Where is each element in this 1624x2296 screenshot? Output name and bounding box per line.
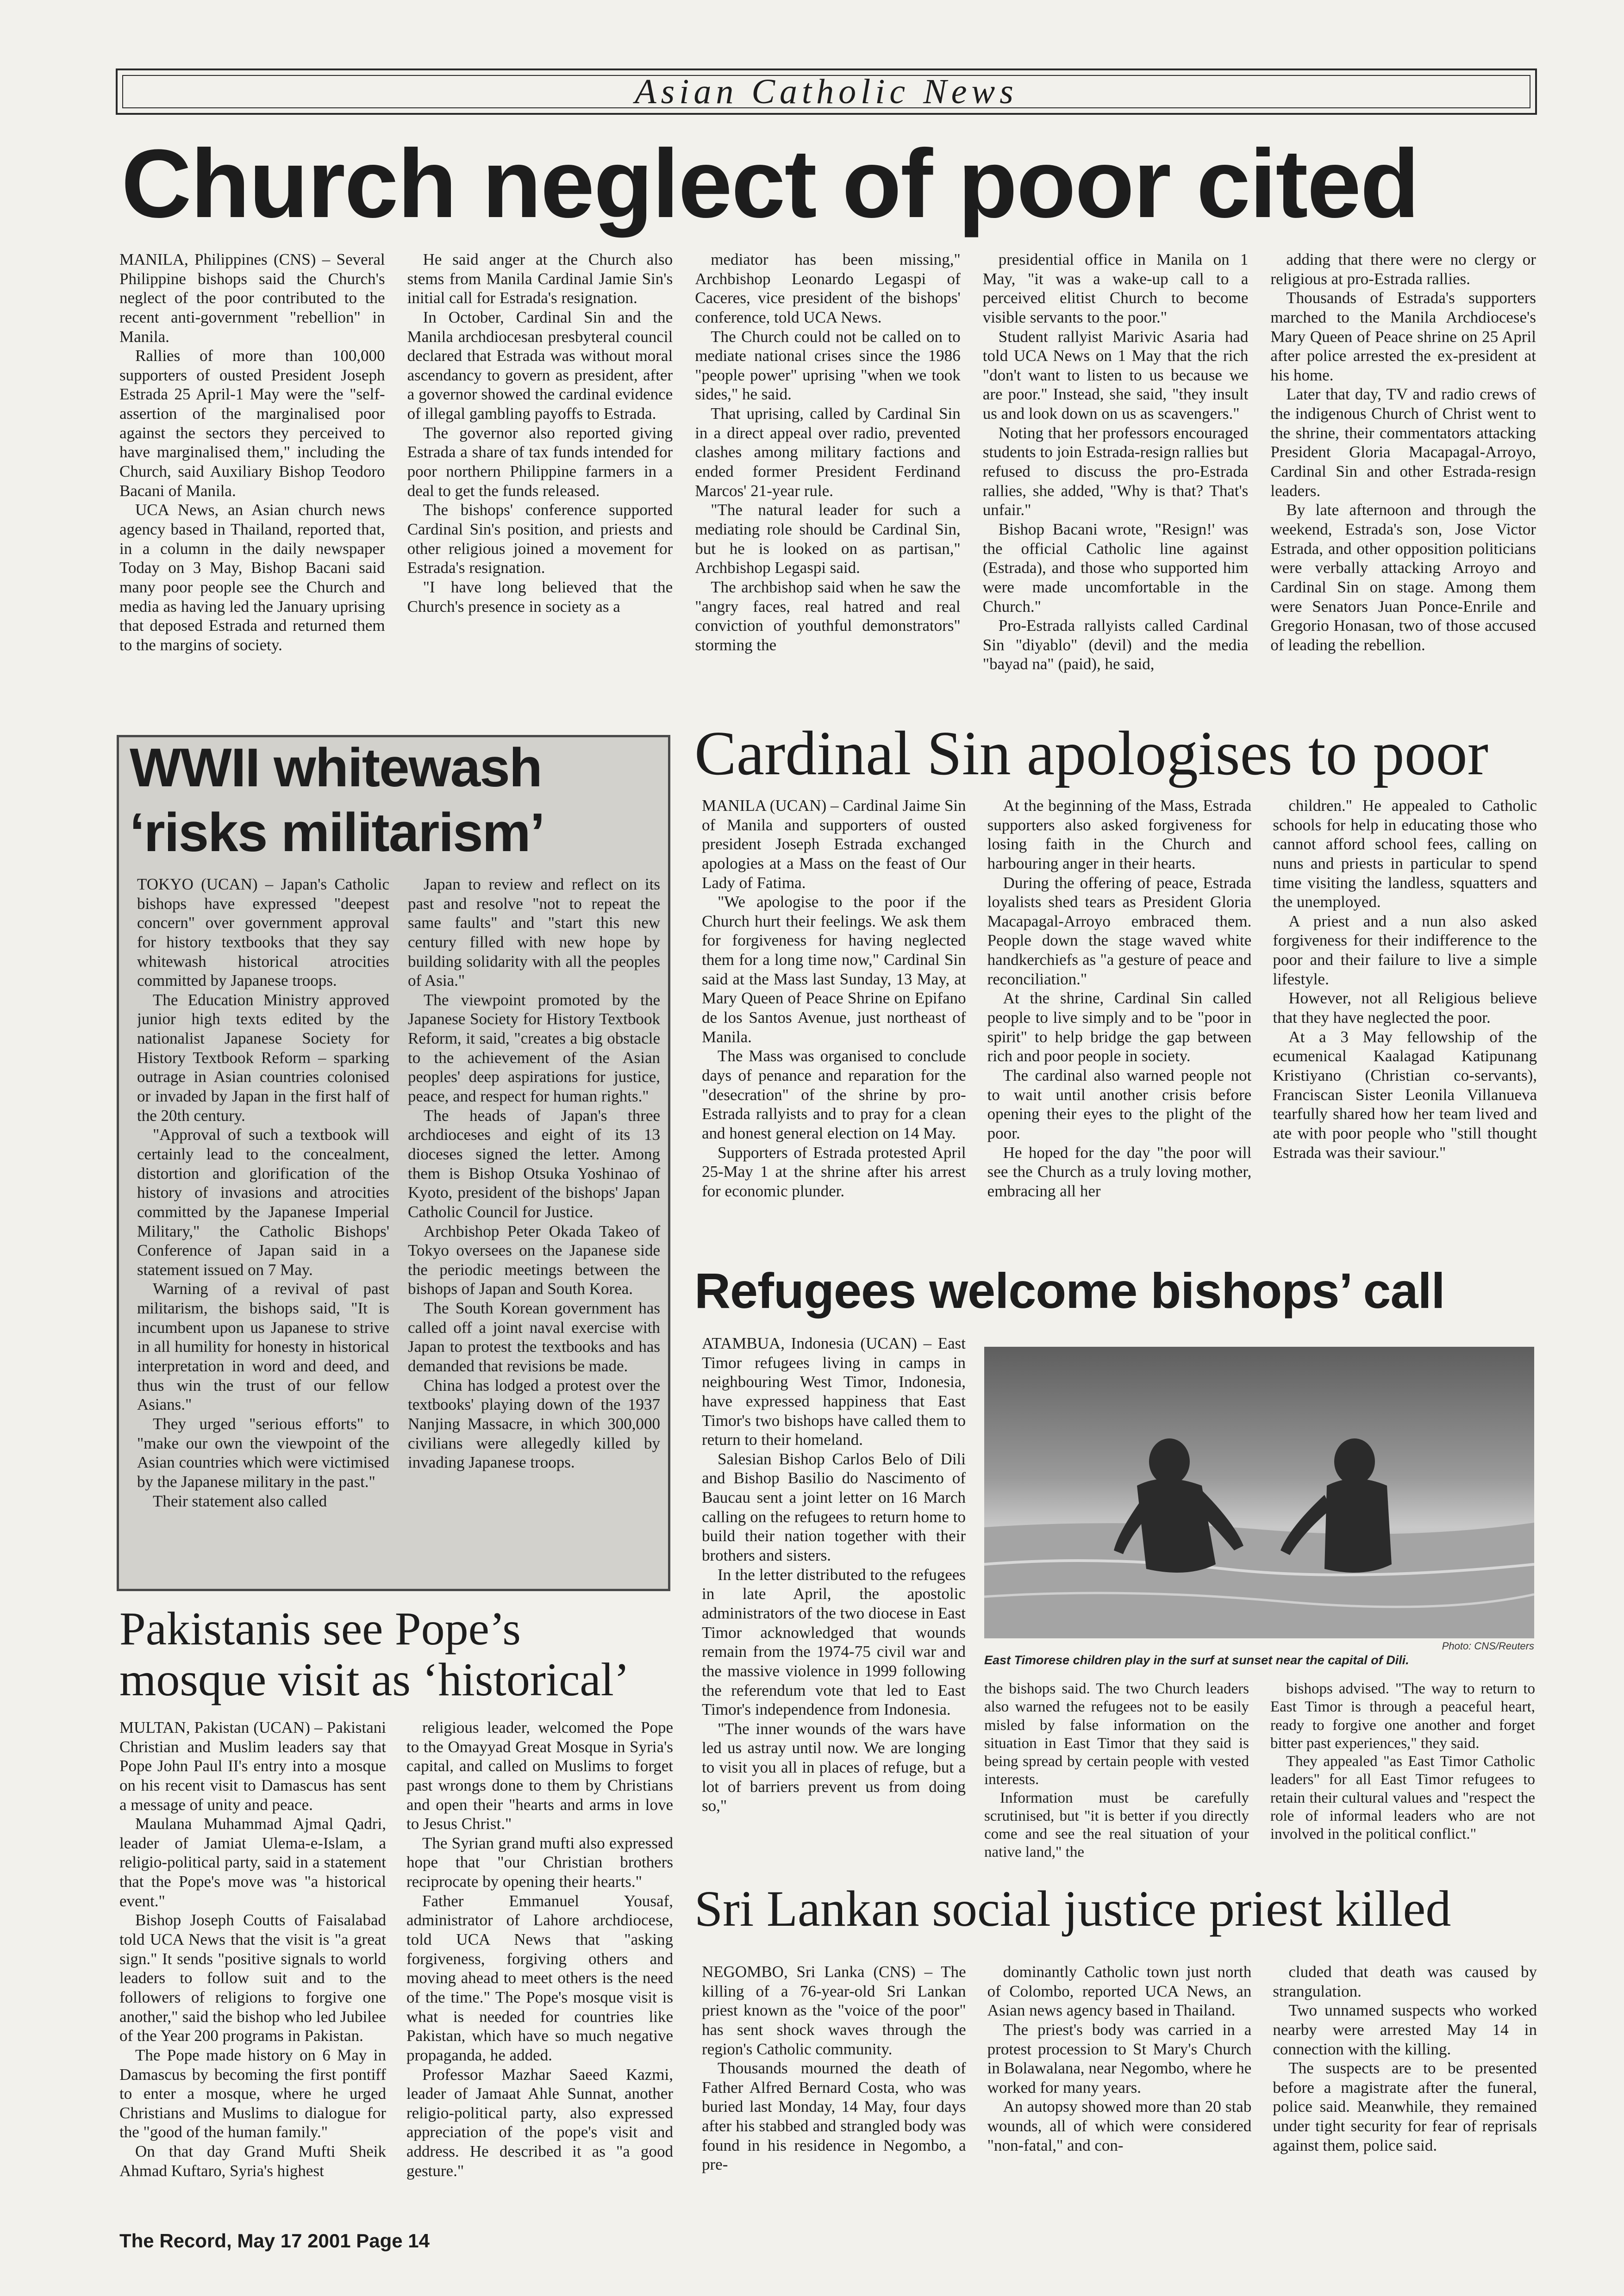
- refugees-article-continued: [984, 1680, 1535, 1865]
- main-article-paragraph: The Church could not be called on to mediate national crises since the 1986 "people power" uprising "when we took sides," he said.: [695, 327, 961, 404]
- wwii-headline-line1: WWII whitewash: [130, 737, 542, 798]
- refugees-article-paragraph: Information must be carefully scrutinised, but "it is better if you directly come and see the real situation of your native land," the: [984, 1789, 1249, 1861]
- cardinal-article-paragraph: However, not all Religious believe that they have neglected the poor.: [1273, 989, 1537, 1027]
- wwii-article-paragraph: The viewpoint promoted by the Japanese Society for History Textbook Reform, it said, "creates a big obstacle to the achievement of the Asian peoples' deep aspirations for justice, peace, and respect for human rights.": [408, 990, 660, 1106]
- cardinal-article-paragraph: The Mass was organised to conclude days of penance and reparation for the "desecration" of the shrine by pro-Estrada rallyists and to pray for a clean and honest general election on 14 May.: [702, 1047, 966, 1142]
- photo-credit: Photo: CNS/Reuters: [1442, 1640, 1534, 1652]
- pakistan-article-paragraph: The Pope made history on 6 May in Damascus by becoming the first pontiff to enter a mosque, where he urged Christians and Muslims to dialogue for the "good of the human family.": [119, 2046, 386, 2141]
- banner-title: Asian Catholic News: [635, 72, 1018, 111]
- cardinal-article-paragraph: During the offering of peace, Estrada loyalists shed tears as President Gloria Macapagal-Arroyo embraced them. People down the stage waved white handkerchiefs as "a gesture of peace and reconciliation.": [987, 873, 1252, 988]
- cardinal-article-paragraph: Supporters of Estrada protested April 25-May 1 at the shrine after his arrest for economic plunder.: [702, 1143, 966, 1200]
- cardinal-article-body: [702, 796, 1537, 1254]
- main-article-paragraph: The bishops' conference supported Cardinal Sin's position, and priests and other religious joined a movement for Estrada's resignation.: [407, 501, 673, 577]
- wwii-article-paragraph: The Education Ministry approved junior high texts edited by the nationalist Japanese Society for History Textbook Reform – sparking outrage in Asian countries colonised or invaded by Japan in the first half of the 20th century.: [137, 990, 389, 1125]
- main-article-paragraph: Rallies of more than 100,000 supporters of ousted President Joseph Estrada 25 April-1 May were the "self-assertion of the marginalised poor against the sectors they perceived to have marginalised them," including the Church, said Auxiliary Bishop Teodoro Bacani of Manila.: [119, 347, 385, 500]
- section-banner: [116, 68, 1537, 115]
- main-article-paragraph: Bishop Bacani wrote, "Resign!' was the official Catholic line against (Estrada), and those who supported him were made uncomfortable in the Church.": [982, 520, 1249, 616]
- main-article-paragraph: The archbishop said when he saw the "angry faces, real hatred and real conviction of youthful demonstrators" storming the: [695, 578, 961, 654]
- srilanka-article-paragraph: Thousands mourned the death of Father Alfred Bernard Costa, who was buried last Monday, 14 May, four days after his stabbed and strangled body was found in his residence in Negombo, a pre-: [702, 2059, 966, 2174]
- page-footer: The Record, May 17 2001 Page 14: [119, 2230, 430, 2252]
- main-article-paragraph: mediator has been missing," Archbishop Leonardo Legaspi of Caceres, vice president of the bishops' conference, told UCA News.: [695, 250, 961, 326]
- srilanka-article-paragraph: cluded that death was caused by strangulation.: [1273, 1963, 1537, 2000]
- refugees-article-paragraph: the bishops said. The two Church leaders also warned the refugees not to be easily misled by false information on the situation in East Timor that they said is being spread by certain people with vested interests.: [984, 1680, 1249, 1788]
- wwii-article-paragraph: Archbishop Peter Okada Takeo of Tokyo oversees on the Japanese side the periodic meetings between the bishops of Japan and South Korea.: [408, 1222, 660, 1298]
- cardinal-article-paragraph: At the shrine, Cardinal Sin called people to live simply and to be "poor in spirit" to help bridge the gap between rich and poor people in society.: [987, 989, 1252, 1065]
- refugees-article-paragraph: ATAMBUA, Indonesia (UCAN) – East Timor refugees living in camps in neighbouring West Timor, Indonesia, have expressed happiness that East Timor's two bishops have called them to return to their homeland.: [702, 1334, 966, 1449]
- main-article-paragraph: Student rallyist Marivic Asaria had told UCA News on 1 May that the rich "don't want to listen to us because we are poor." Instead, she said, "they insult us and look down on us as scavengers.": [982, 327, 1249, 423]
- photo-caption: East Timorese children play in the surf at sunset near the capital of Dili.: [984, 1653, 1409, 1667]
- main-article-paragraph: "The natural leader for such a mediating role should be Cardinal Sin, but he is looked on as partisan," Archbishop Legaspi said.: [695, 501, 961, 577]
- pakistan-article-body: [119, 1718, 673, 2222]
- srilanka-article-column: [987, 1962, 1252, 2240]
- pakistan-article-paragraph: Bishop Joseph Coutts of Faisalabad told UCA News that the visit is "a great sign." It sends "positive signals to world leaders to follow suit and to the followers of religions to forgive one another," said the bishop who led Jubilee of the Year 200 programs in Pakistan.: [119, 1911, 386, 2045]
- refugees-article-paragraph: Salesian Bishop Carlos Belo of Dili and Bishop Basilio do Nascimento of Baucau sent a joint letter on 16 March calling on the refugees to return home to build their nation together with their brothers and sisters.: [702, 1450, 966, 1565]
- main-article-body: [119, 250, 1536, 713]
- refugees-article-column: [1270, 1680, 1535, 1865]
- cardinal-article-paragraph: At a 3 May fellowship of the ecumenical Kaalagad Katipunang Kristiyano (Christian co-servants), Franciscan Sister Leonila Villanueva tearfully shared how her team lived and ate with poor people who "still thought Estrada was their saviour.": [1273, 1027, 1537, 1162]
- cardinal-article-paragraph: At the beginning of the Mass, Estrada supporters also asked forgiveness for losing faith in the Church and harbouring anger in their hearts.: [987, 796, 1252, 872]
- cardinal-article-column: [1273, 796, 1537, 1254]
- main-article-paragraph: Thousands of Estrada's supporters marched to the Manila Archdiocese's Mary Queen of Peace shrine on 25 April after police arrested the ex-president at his home.: [1270, 289, 1536, 384]
- refugees-article-paragraph: bishops advised. "The way to return to East Timor is through a peaceful heart, ready to forgive one another and forget bitter past experiences," they said.: [1270, 1680, 1535, 1752]
- main-article-column: [1270, 250, 1536, 713]
- refugees-article-lead: [702, 1334, 966, 1861]
- pakistan-article-paragraph: religious leader, welcomed the Pope to the Omayyad Great Mosque in Syria's capital, and called on Muslims to forget past wrongs done to them by Christians and open their "hearts and arms in love to Jesus Christ.": [406, 1718, 673, 1833]
- cardinal-article-column: [987, 796, 1252, 1254]
- east-timor-photo: [984, 1347, 1534, 1638]
- pakistan-article-paragraph: On that day Grand Mufti Sheik Ahmad Kuftaro, Syria's highest: [119, 2142, 386, 2180]
- pakistan-article-paragraph: MULTAN, Pakistan (UCAN) – Pakistani Christian and Muslim leaders say that Pope John Paul II's entry into a mosque on his recent visit to Damascus has sent a message of unity and peace.: [119, 1718, 386, 1814]
- wwii-article-paragraph: Their statement also called: [153, 1492, 327, 1510]
- cardinal-article-paragraph: MANILA (UCAN) – Cardinal Jaime Sin of Manila and supporters of ousted president Joseph Estrada exchanged apologies at a Mass on the feast of Our Lady of Fatima.: [702, 796, 966, 892]
- srilanka-article-column: [702, 1962, 966, 2240]
- refugees-article-paragraph: In the letter distributed to the refugees in late April, the apostolic administrators of the two diocese in East Timor acknowledged that wounds remain from the 1974-75 civil war and the massive violence in 1999 following the referendum vote that led to East Timor's independence from Indonesia.: [702, 1565, 966, 1719]
- srilanka-article-paragraph: An autopsy showed more than 20 stab wounds, all of which were considered "non-fatal," and con-: [987, 2097, 1252, 2154]
- refugees-article-column: [984, 1680, 1249, 1865]
- pakistan-article-paragraph: Professor Mazhar Saeed Kazmi, leader of Jamaat Ahle Sunnat, another religio-political party, also expressed appreciation of the pope's visit and address. He described it as "a good gesture.": [406, 2065, 673, 2180]
- pakistan-headline-line2: mosque visit as ‘historical’: [119, 1654, 630, 1706]
- wwii-article-column: [137, 875, 389, 1583]
- main-article-paragraph: Noting that her professors encouraged students to join Estrada-resign rallies but refused to discuss the pro-Estrada rallies, she added, "Why is that? That's unfair.": [982, 423, 1249, 519]
- main-article-paragraph: presidential office in Manila on 1 May, "it was a wake-up call to a perceived elitist Church to become visible servants to the poor.": [982, 250, 1249, 326]
- cardinal-article-paragraph: "We apologise to the poor if the Church hurt their feelings. We ask them for forgiveness for having neglected them for a long time now," Cardinal Sin said at the Mass last Sunday, 13 May, at Mary Queen of Peace Shrine on Epifano de los Santos Avenue, just northeast of Manila.: [702, 893, 966, 1046]
- refugees-headline: Refugees welcome bishops’ call: [694, 1263, 1445, 1319]
- wwii-article-paragraph: "Approval of such a textbook will certainly lead to the concealment, distortion and glorification of the history of invasions and atrocities committed by the Japanese Imperial Military," the Catholic Bishops' Conference of Japan said in a statement issued on 7 May.: [137, 1126, 389, 1279]
- pakistan-article-paragraph: The Syrian grand mufti also expressed hope that "our Christian brothers reciprocate by opening their hearts.": [406, 1834, 673, 1891]
- main-article-column: [695, 250, 961, 713]
- srilanka-article-body: [702, 1962, 1537, 2240]
- main-article-paragraph: He said anger at the Church also stems from Manila Cardinal Jamie Sin's initial call for Estrada's resignation.: [407, 250, 673, 307]
- main-article-paragraph: That uprising, called by Cardinal Sin in a direct appeal over radio, prevented clashes among military factions and ended former President Ferdinand Marcos' 21-year rule.: [695, 404, 961, 500]
- srilanka-article-column: [1273, 1962, 1537, 2240]
- cardinal-headline: Cardinal Sin apologises to poor: [694, 719, 1488, 788]
- srilanka-article-paragraph: Two unnamed suspects who worked nearby were arrested May 14 in connection with the killing.: [1273, 2001, 1537, 2058]
- wwii-article-paragraph: China has lodged a protest over the textbooks' playing down of the 1937 Nanjing Massacre, in which 300,000 civilians were allegedly killed by invading Japanese troops.: [408, 1376, 660, 1472]
- wwii-article-paragraph: The South Korean government has called off a joint naval exercise with Japan to protest the textbooks and has demanded that revisions be made.: [408, 1299, 660, 1375]
- cardinal-article-paragraph: children." He appealed to Catholic schools for help in educating those who cannot afford school fees, calling on nuns and priests in particular to spend time visiting the landless, squatters and the unemployed.: [1273, 796, 1537, 911]
- main-article-paragraph: MANILA, Philippines (CNS) – Several Philippine bishops said the Church's neglect of the poor contributed to the recent anti-government "rebellion" in Manila.: [119, 250, 385, 346]
- main-article-paragraph: adding that there were no clergy or religious at pro-Estrada rallies.: [1270, 250, 1536, 288]
- wwii-headline-line2: ‘risks militarism’: [130, 802, 544, 863]
- pakistan-headline-line1: Pakistanis see Pope’s: [119, 1603, 521, 1655]
- cardinal-article-paragraph: The cardinal also warned people not to wait until another crisis before opening their eyes to the plight of the poor.: [987, 1066, 1252, 1142]
- cardinal-article-paragraph: He hoped for the day "the poor will see the Church as a truly loving mother, embracing all her: [987, 1143, 1252, 1200]
- main-article-paragraph: "I have long believed that the Church's presence in society as a: [407, 578, 673, 616]
- main-article-paragraph: The governor also reported giving Estrada a share of tax funds intended for poor northern Philippine farmers in a deal to get the funds released.: [407, 423, 673, 500]
- main-article-paragraph: By late afternoon and through the weekend, Estrada's son, Jose Victor Estrada, and other opposition politicians were verbally attacking Arroyo and Cardinal Sin on stage. Among them were Senators Juan Ponce-Enrile and Gregorio Honasan, two of those accused of leading the rebellion.: [1270, 501, 1536, 654]
- wwii-article-paragraph: They urged "serious efforts" to "make our own the viewpoint of the Asian countries which were victimised by the Japanese military in the past.": [137, 1414, 389, 1491]
- srilanka-headline: Sri Lankan social justice priest killed: [694, 1880, 1451, 1937]
- wwii-article-paragraph: The heads of Japan's three archdioceses and eight of its 13 dioceses signed the letter. Among them is Bishop Otsuka Yoshinao of Kyoto, president of the bishops' Japan Catholic Council for Justice.: [408, 1106, 660, 1221]
- wwii-article-column: [408, 875, 660, 1583]
- cardinal-article-column: [702, 796, 966, 1254]
- wwii-article-paragraph: Warning of a revival of past militarism, the bishops said, "It is incumbent upon us Japanese to strive in all humility for honesty in historical interpretation in word and deed, and thus win the trust of our fellow Asians.": [137, 1280, 389, 1414]
- pakistan-article-column: [406, 1718, 673, 2222]
- main-headline: Church neglect of poor cited: [121, 129, 1419, 238]
- main-article-paragraph: Pro-Estrada rallyists called Cardinal Sin "diyablo" (devil) and the media "bayad na" (paid), he said,: [982, 616, 1249, 673]
- wwii-article-paragraph: Japan to review and reflect on its past and resolve "not to repeat the same faults" and "start this new century filled with new hope by building solidarity with all the peoples of Asia.": [408, 875, 660, 990]
- main-article-column: [983, 250, 1249, 713]
- pakistan-article-paragraph: Father Emmanuel Yousaf, administrator of Lahore archdiocese, told UCA News that "asking forgiveness, forgiving others and moving ahead to meet others is the need of the time." The Pope's mosque visit is what is needed for countries like Pakistan, which have so much negative propaganda, he added.: [406, 1892, 673, 2064]
- srilanka-article-paragraph: NEGOMBO, Sri Lanka (CNS) – The killing of a 76-year-old Sri Lankan priest known as the "voice of the poor" has sent shock waves through the region's Catholic community.: [702, 1963, 966, 2058]
- cardinal-article-paragraph: A priest and a nun also asked forgiveness for their indifference to the poor and their failure to live a simple lifestyle.: [1273, 912, 1537, 988]
- main-article-column: [119, 250, 385, 713]
- main-article-paragraph: In October, Cardinal Sin and the Manila archdiocesan presbyteral council declared that Estrada was without moral ascendancy to govern as president, after a governor showed the cardinal evidence of illegal gambling payoffs to Estrada.: [407, 308, 673, 423]
- photo-image: [984, 1347, 1534, 1638]
- pakistan-article-paragraph: Maulana Muhammad Ajmal Qadri, leader of Jamiat Ulema-e-Islam, a religio-political party, said in a statement that the Pope's move was "a historical event.": [119, 1815, 386, 1910]
- srilanka-article-paragraph: The suspects are to be presented before a magistrate after the funeral, police said. Meanwhile, they remained under tight security for fear of reprisals against them, police said.: [1273, 2059, 1537, 2154]
- main-article-column: [407, 250, 673, 713]
- pakistan-article-column: [119, 1718, 386, 2222]
- refugees-article-paragraph: "The inner wounds of the wars have led us astray until now. We are longing to visit you all in places of refuge, but a lot of barriers prevent us from doing so,": [702, 1719, 966, 1815]
- main-article-paragraph: UCA News, an Asian church news agency based in Thailand, reported that, in a column in the daily newspaper Today on 3 May, Bishop Bacani said many poor people see the Church and media as having led the January uprising that deposed Estrada and returned them to the margins of society.: [119, 501, 385, 654]
- srilanka-article-paragraph: The priest's body was carried in a protest procession to St Mary's Church in Bolawalana, near Negombo, where he worked for many years.: [987, 2020, 1252, 2097]
- main-article-paragraph: Later that day, TV and radio crews of the indigenous Church of Christ went to the shrine, their commentators attacking President Gloria Macapagal-Arroyo, Cardinal Sin and other Estrada-resign leaders.: [1270, 385, 1536, 500]
- refugees-article-paragraph: They appealed "as East Timor Catholic leaders" for all East Timor refugees to retain their cultural values and "respect the role of informal leaders who are not involved in the political conflict.": [1270, 1753, 1535, 1843]
- srilanka-article-paragraph: dominantly Catholic town just north of Colombo, reported UCA News, an Asian news agency based in Thailand.: [987, 1963, 1252, 2020]
- wwii-article-body: [137, 875, 660, 1583]
- wwii-article-paragraph: TOKYO (UCAN) – Japan's Catholic bishops have expressed "deepest concern" over government approval for history textbooks that they say whitewash historical atrocities committed by Japanese troops.: [137, 875, 389, 990]
